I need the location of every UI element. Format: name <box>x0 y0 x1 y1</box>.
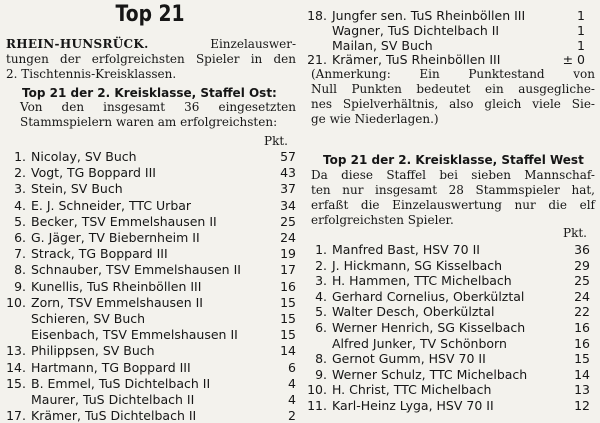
points-value: 6 <box>288 359 296 375</box>
rank-number: 7. <box>14 246 26 262</box>
ranking-row <box>305 258 595 273</box>
rank-number: 2. <box>315 257 327 273</box>
rank-number: 21. <box>307 52 327 68</box>
west-text-line-4: erfolgreichsten Spieler. <box>311 213 454 227</box>
west-text-line-1: Da diese Staffel bei sieben Mannschaf- <box>311 168 595 182</box>
ost-note-line-1: (Anmerkung: Ein Punktestand von <box>311 67 595 81</box>
ranking-row <box>305 382 595 397</box>
points-value: 15 <box>280 327 296 343</box>
points-value: 43 <box>280 165 296 181</box>
player-name: Hartmann, TG Boppard III <box>31 359 191 375</box>
rank-number: 6. <box>14 230 26 245</box>
rank-number: 13. <box>6 343 26 359</box>
rank-number: 3. <box>14 181 26 197</box>
points-value: 25 <box>280 213 296 229</box>
player-name: Karl-Heinz Lyga, HSV 70 II <box>332 398 494 413</box>
points-value: 2 <box>288 408 296 423</box>
rank-number: 3. <box>315 273 327 289</box>
points-value: 15 <box>280 294 296 310</box>
intro-line-3: 2. Tischtennis-Kreisklassen. <box>6 67 177 81</box>
ranking-row <box>305 398 595 413</box>
points-value: 15 <box>574 351 590 367</box>
ost-heading: Top 21 der 2. Kreisklasse, Staffel Ost: <box>22 86 277 100</box>
article-title: Top 21 <box>115 2 185 27</box>
points-value: 29 <box>574 257 590 273</box>
west-intro-paragraph <box>311 168 595 228</box>
ranking-row <box>4 262 300 277</box>
player-name: Becker, TSV Emmelshausen II <box>31 213 217 229</box>
rank-number: 11. <box>307 398 327 413</box>
ost-text-line-2: Stammspielern waren am erfolgreichsten: <box>20 115 278 129</box>
west-text-line-3: erfaßt die Einzelauswertung nur die elf <box>311 198 595 212</box>
points-value: 16 <box>574 335 590 351</box>
player-name: Manfred Bast, HSV 70 II <box>332 242 480 257</box>
points-value: 15 <box>280 311 296 326</box>
rank-number: 10. <box>307 382 327 398</box>
points-value: 4 <box>288 375 296 391</box>
ranking-row <box>4 311 300 326</box>
points-value: 36 <box>574 242 590 257</box>
ranking-row <box>4 343 300 358</box>
points-value: 37 <box>280 181 296 197</box>
intro-line-2: tungen der erfolgreichsten Spieler in den <box>6 52 296 66</box>
ranking-row <box>4 214 300 229</box>
ranking-row <box>305 242 595 257</box>
ost-pkt-label: Pkt. <box>264 134 288 148</box>
rank-number: 2. <box>14 165 26 181</box>
player-name: Eisenbach, TSV Emmelshausen II <box>31 327 238 343</box>
intro-line-1 <box>6 37 296 52</box>
points-value: 57 <box>280 149 296 164</box>
ranking-row <box>4 230 300 245</box>
player-name: G. Jäger, TV Biebernheim II <box>31 230 200 245</box>
player-name: Gerhard Cornelius, Oberkülztal <box>332 288 525 304</box>
ranking-row <box>4 246 300 261</box>
player-name: Alfred Junker, TV Schönborn <box>332 335 507 351</box>
rank-number: 15. <box>6 375 26 391</box>
ranking-row <box>4 295 300 310</box>
points-value: 14 <box>574 366 590 382</box>
points-value: 16 <box>574 320 590 335</box>
rank-number: 1. <box>14 149 26 164</box>
rank-number: 5. <box>14 213 26 229</box>
ranking-row <box>305 289 595 304</box>
ranking-row <box>305 23 595 38</box>
points-value: 14 <box>280 343 296 359</box>
points-value: 34 <box>280 197 296 213</box>
ranking-row <box>4 181 300 196</box>
ranking-row <box>305 8 595 23</box>
rank-number: 10. <box>6 294 26 310</box>
ranking-row <box>305 273 595 288</box>
points-value: ± 0 <box>562 52 585 68</box>
points-value: 19 <box>280 246 296 262</box>
ranking-row <box>4 327 300 342</box>
player-name: Strack, TG Boppard III <box>31 246 168 262</box>
intro-paragraph <box>6 37 296 82</box>
ost-text-line-1: Von den insgesamt 36 eingesetzten <box>20 100 296 114</box>
player-name: Philippsen, SV Buch <box>31 343 155 359</box>
intro-text-1: Einzelauswer- <box>210 37 296 51</box>
rank-number: 4. <box>315 288 327 304</box>
ost-note-line-2: Null Punkten bedeutet ein ausgegliche- <box>311 82 595 96</box>
points-value: 16 <box>280 278 296 294</box>
intro-lead: RHEIN-HUNSRÜCK. <box>6 37 149 51</box>
player-name: Werner Schulz, TTC Michelbach <box>332 366 528 382</box>
player-name: Mailan, SV Buch <box>332 37 433 53</box>
points-value: 25 <box>574 273 590 289</box>
ranking-row <box>305 367 595 382</box>
player-name: Krämer, TuS Dichtelbach II <box>31 408 197 423</box>
ost-note <box>311 67 595 127</box>
player-name: Kunellis, TuS Rheinböllen III <box>31 278 202 294</box>
ost-intro-paragraph <box>20 100 296 130</box>
points-value: 17 <box>280 262 296 278</box>
player-name: Gernot Gumm, HSV 70 II <box>332 351 486 367</box>
player-name: Vogt, TG Boppard III <box>31 165 156 181</box>
points-value: 22 <box>574 304 590 320</box>
rank-number: 8. <box>14 262 26 278</box>
rank-number: 6. <box>315 320 327 335</box>
points-value: 24 <box>280 230 296 245</box>
points-value: 13 <box>574 382 590 398</box>
player-name: J. Hickmann, SG Kisselbach <box>332 257 503 273</box>
rank-number: 8. <box>315 351 327 367</box>
rank-number: 17. <box>6 408 26 423</box>
player-name: Stein, SV Buch <box>31 181 123 197</box>
player-name: Schnauber, TSV Emmelshausen II <box>31 262 241 278</box>
rank-number: 9. <box>315 366 327 382</box>
rank-number: 4. <box>14 197 26 213</box>
player-name: Nicolay, SV Buch <box>31 149 137 164</box>
ost-note-line-4: ge wie Niederlagen.) <box>311 112 439 126</box>
west-pkt-label: Pkt. <box>563 226 587 240</box>
ost-note-line-3: nes Spielverhältnis, also gleich viele Sie- <box>311 97 595 111</box>
rank-number: 14. <box>6 359 26 375</box>
west-heading: Top 21 der 2. Kreisklasse, Staffel West <box>323 153 584 167</box>
points-value: 12 <box>574 398 590 413</box>
player-name: Maurer, TuS Dichtelbach II <box>31 392 195 407</box>
player-name: Zorn, TSV Emmelshausen II <box>31 294 203 310</box>
ranking-row <box>305 38 595 53</box>
player-name: B. Emmel, TuS Dichtelbach II <box>31 375 211 391</box>
rank-number: 18. <box>307 8 327 23</box>
ranking-row <box>305 304 595 319</box>
player-name: E. J. Schneider, TTC Urbar <box>31 197 192 213</box>
ranking-row <box>305 351 595 366</box>
player-name: Jungfer sen. TuS Rheinböllen III <box>332 8 526 23</box>
player-name: Werner Henrich, SG Kisselbach <box>332 320 526 335</box>
points-value: 4 <box>288 392 296 407</box>
points-value: 1 <box>577 22 585 38</box>
west-text-line-2: ten nur insgesamt 28 Stammspieler hat, <box>311 183 595 197</box>
ranking-row <box>305 320 595 335</box>
rank-number: 1. <box>315 242 327 257</box>
player-name: H. Hammen, TTC Michelbach <box>332 273 512 289</box>
ranking-row <box>305 52 595 67</box>
ranking-row <box>4 392 300 407</box>
rank-number: 5. <box>315 304 327 320</box>
points-value: 1 <box>577 8 585 23</box>
ranking-row <box>4 376 300 391</box>
ranking-row <box>4 149 300 164</box>
player-name: H. Christ, TTC Michelbach <box>332 382 492 398</box>
player-name: Walter Desch, Oberkülztal <box>332 304 495 320</box>
ranking-row <box>305 336 595 351</box>
player-name: Krämer, TuS Rheinböllen III <box>332 52 501 68</box>
ranking-row <box>4 279 300 294</box>
player-name: Wagner, TuS Dichtelbach II <box>332 22 500 38</box>
ranking-row <box>4 165 300 180</box>
points-value: 24 <box>574 288 590 304</box>
ranking-row <box>4 198 300 213</box>
player-name: Schieren, SV Buch <box>31 311 146 326</box>
ranking-row <box>4 360 300 375</box>
points-value: 1 <box>577 37 585 53</box>
rank-number: 9. <box>14 278 26 294</box>
